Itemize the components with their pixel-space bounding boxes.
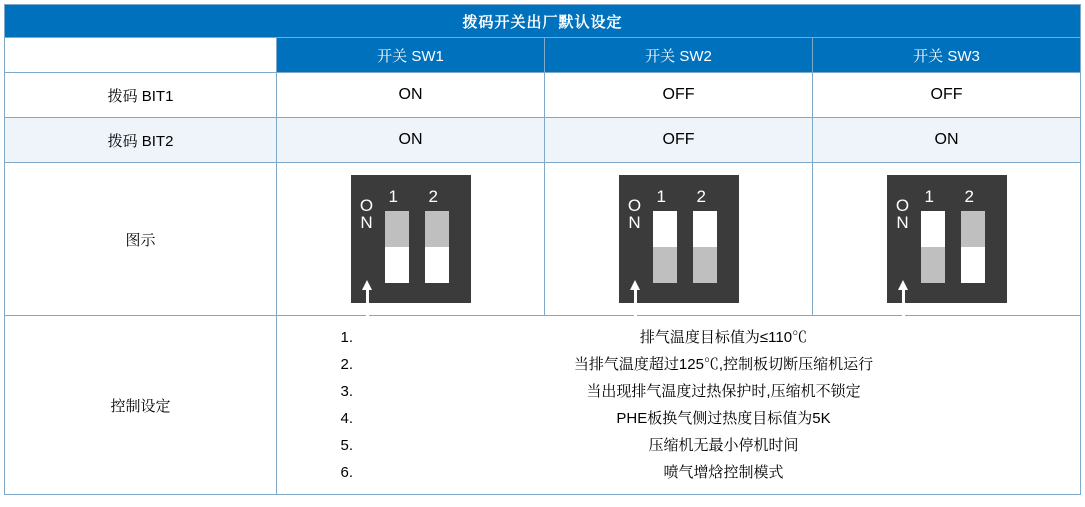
bit1-sw2-value: OFF [545,73,813,118]
dip-switch-wrapper [545,175,812,303]
switch-knob [921,247,945,283]
switch-number-1: 1 [388,187,398,206]
switch-slot-1[interactable] [921,211,945,283]
switch-knob [385,211,409,247]
table-header-row [5,38,1081,73]
dip-switch-wrapper [277,175,544,303]
bit2-sw1-value: ON [277,118,545,163]
list-item: 喷气增焓控制模式 [663,464,784,481]
switch-number-1: 1 [924,187,934,206]
list-item: 排气温度目标值为≤110℃ [639,329,808,346]
header-sw3: 开关 SW3 [813,38,1081,73]
list-item: 压缩机无最小停机时间 [648,437,799,454]
switch-number-1: 1 [656,187,666,206]
dip-switch-body [351,175,471,303]
control-settings-notes [277,316,1081,495]
switch-number-2: 2 [696,187,706,206]
header-sw1: 开关 SW1 [277,38,545,73]
dip-switch-graphic-sw2 [545,163,813,316]
bit1-sw1-value: ON [277,73,545,118]
switch-knob [693,247,717,283]
switch-slot-1[interactable] [385,211,409,283]
bit1-sw3-value: OFF [813,73,1081,118]
table-title: 拨码开关出厂默认设定 [5,5,1081,38]
on-label: O N [895,196,910,232]
switch-knob [653,247,677,283]
dip-switch-graphic-sw3 [813,163,1081,316]
list-item: PHE板换气侧过热度目标值为5K [616,410,831,427]
notes-list [277,324,1080,486]
list-item: 当排气温度超过125℃,控制板切断压缩机运行 [573,356,874,373]
table-title-row [5,5,1081,38]
on-label: O N [627,196,642,232]
on-label: O N [359,196,374,232]
table-row [5,73,1081,118]
row-label-diagram: 图示 [5,163,277,316]
dip-switch-body [887,175,1007,303]
header-sw2: 开关 SW2 [545,38,813,73]
switch-slot-2[interactable] [425,211,449,283]
row-label-bit2: 拨码 BIT2 [5,118,277,163]
switch-number-2: 2 [964,187,974,206]
row-label-control-settings: 控制设定 [5,316,277,495]
table-row-diagrams [5,163,1081,316]
header-corner-cell [5,38,277,73]
switch-knob [961,211,985,247]
table-row [5,118,1081,163]
switch-number-2: 2 [428,187,438,206]
dip-switch-body [619,175,739,303]
switch-slot-1[interactable] [653,211,677,283]
table-row-control-settings [5,316,1081,495]
list-item: 当出现排气温度过热保护时,压缩机不锁定 [586,383,861,400]
bit2-sw3-value: ON [813,118,1081,163]
dip-switch-wrapper [813,175,1080,303]
bit2-sw2-value: OFF [545,118,813,163]
switch-knob [425,211,449,247]
switch-slot-2[interactable] [693,211,717,283]
dip-switch-default-settings-table [4,4,1081,495]
switch-slot-2[interactable] [961,211,985,283]
row-label-bit1: 拨码 BIT1 [5,73,277,118]
dip-switch-graphic-sw1 [277,163,545,316]
